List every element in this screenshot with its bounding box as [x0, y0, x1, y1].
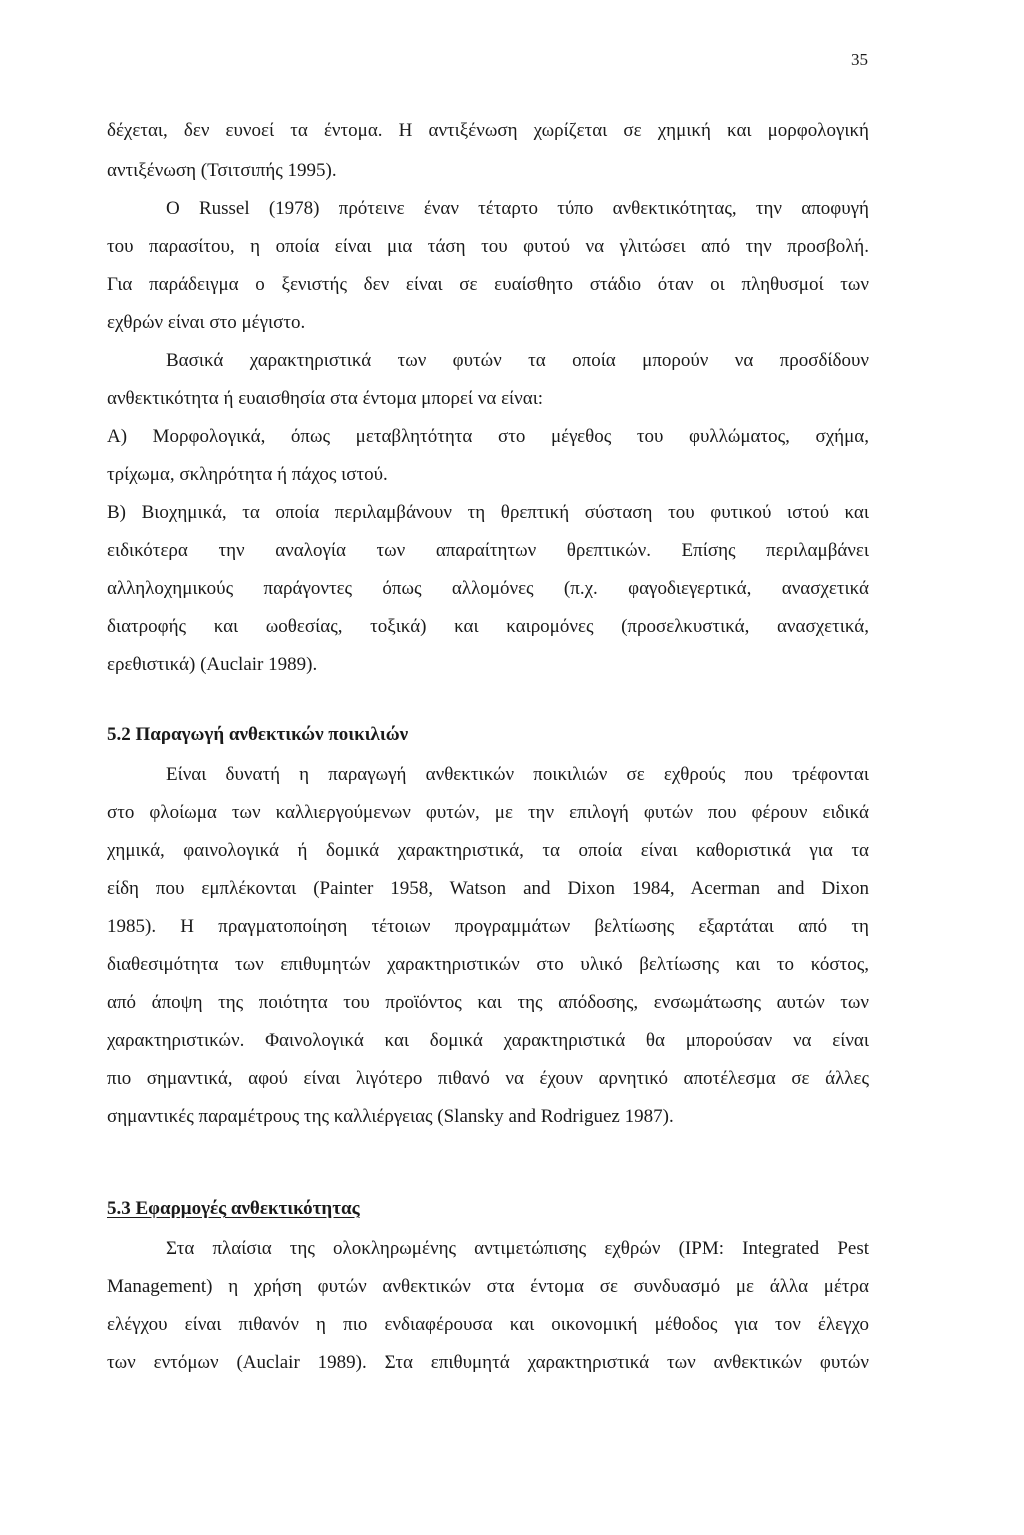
text-line: αλληλοχημικούς παράγοντες όπως αλλομόνες (π.χ. φαγοδιεγερτικά, ανασχετικά — [107, 578, 869, 599]
section-heading: 5.2 Παραγωγή ανθεκτικών ποικιλιών — [107, 724, 409, 745]
text-line: στο φλοίωμα των καλλιεργούμενων φυτών, με την επιλογή φυτών που φέρουν ειδικά — [107, 802, 869, 823]
text-line: τρίχωμα, σκληρότητα ή πάχος ιστού. — [107, 464, 388, 485]
text-line: είδη που εμπλέκονται (Painter 1958, Watson and Dixon 1984, Acerman and Dixon — [107, 878, 869, 899]
text-line: Β) Βιοχημικά, τα οποία περιλαμβάνουν τη θρεπτική σύσταση του φυτικού ιστού και — [107, 502, 869, 523]
text-line: σημαντικές παραμέτρους της καλλιέργειας (Slansky and Rodriguez 1987). — [107, 1106, 674, 1127]
page-number: 35 — [851, 50, 868, 69]
text-line: αντιξένωση (Τσιτσιπής 1995). — [107, 160, 337, 181]
text-line: εχθρών είναι στο μέγιστο. — [107, 312, 306, 333]
text-line: Για παράδειγμα ο ξενιστής δεν είναι σε ευαίσθητο στάδιο όταν οι πληθυσμοί των — [107, 274, 869, 295]
text-line: χαρακτηριστικών. Φαινολογικά και δομικά χαρακτηριστικά θα μπορούσαν να είναι — [107, 1030, 869, 1051]
text-line: των εντόμων (Auclair 1989). Στα επιθυμητά χαρακτηριστικά των ανθεκτικών φυτών — [107, 1352, 869, 1373]
text-line: Α) Μορφολογικά, όπως μεταβλητότητα στο μέγεθος του φυλλώματος, σχήμα, — [107, 426, 869, 447]
text-line: χημικά, φαινολογικά ή δομικά χαρακτηριστικά, τα οποία είναι καθοριστικά για τα — [107, 840, 869, 861]
section-heading: 5.3 Εφαρμογές ανθεκτικότητας — [107, 1198, 360, 1219]
text-line: Είναι δυνατή η παραγωγή ανθεκτικών ποικιλιών σε εχθρούς που τρέφονται — [166, 764, 869, 785]
text-line: ελέγχου είναι πιθανόν η πιο ενδιαφέρουσα και οικονομική μέθοδος για τον έλεγχο — [107, 1314, 869, 1335]
text-line: πιο σημαντικά, αφού είναι λιγότερο πιθανό να έχουν αρνητικό αποτέλεσμα σε άλλες — [107, 1068, 869, 1089]
text-line: 1985). Η πραγματοποίηση τέτοιων προγραμμάτων βελτίωσης εξαρτάται από τη — [107, 916, 869, 937]
text-line: από άποψη της ποιότητα του προϊόντος και της απόδοσης, ενσωμάτωσης αυτών των — [107, 992, 869, 1013]
text-line: δέχεται, δεν ευνοεί τα έντομα. Η αντιξένωση χωρίζεται σε χημική και μορφολογική — [107, 120, 869, 141]
text-line: ερεθιστικά) (Auclair 1989). — [107, 654, 318, 675]
text-line: ανθεκτικότητα ή ευαισθησία στα έντομα μπορεί να είναι: — [107, 388, 544, 409]
text-line: διαθεσιμότητα των επιθυμητών χαρακτηριστικών στο υλικό βελτίωσης και το κόστος, — [107, 954, 869, 975]
text-line: του παρασίτου, η οποία είναι μια τάση του φυτού να γλιτώσει από την προσβολή. — [107, 236, 869, 257]
text-line: Management) η χρήση φυτών ανθεκτικών στα έντομα σε συνδυασμό με άλλα μέτρα — [107, 1276, 869, 1297]
text-line: διατροφής και ωοθεσίας, τοξικά) και καιρομόνες (προσελκυστικά, ανασχετικά, — [107, 616, 869, 637]
text-line: Βασικά χαρακτηριστικά των φυτών τα οποία μπορούν να προσδίδουν — [166, 350, 869, 371]
text-line: ειδικότερα την αναλογία των απαραίτητων θρεπτικών. Επίσης περιλαμβάνει — [107, 540, 869, 561]
text-line: Ο Russel (1978) πρότεινε έναν τέταρτο τύπο ανθεκτικότητας, την αποφυγή — [166, 198, 869, 219]
text-line: Στα πλαίσια της ολοκληρωμένης αντιμετώπισης εχθρών (IPM: Integrated Pest — [166, 1238, 869, 1259]
